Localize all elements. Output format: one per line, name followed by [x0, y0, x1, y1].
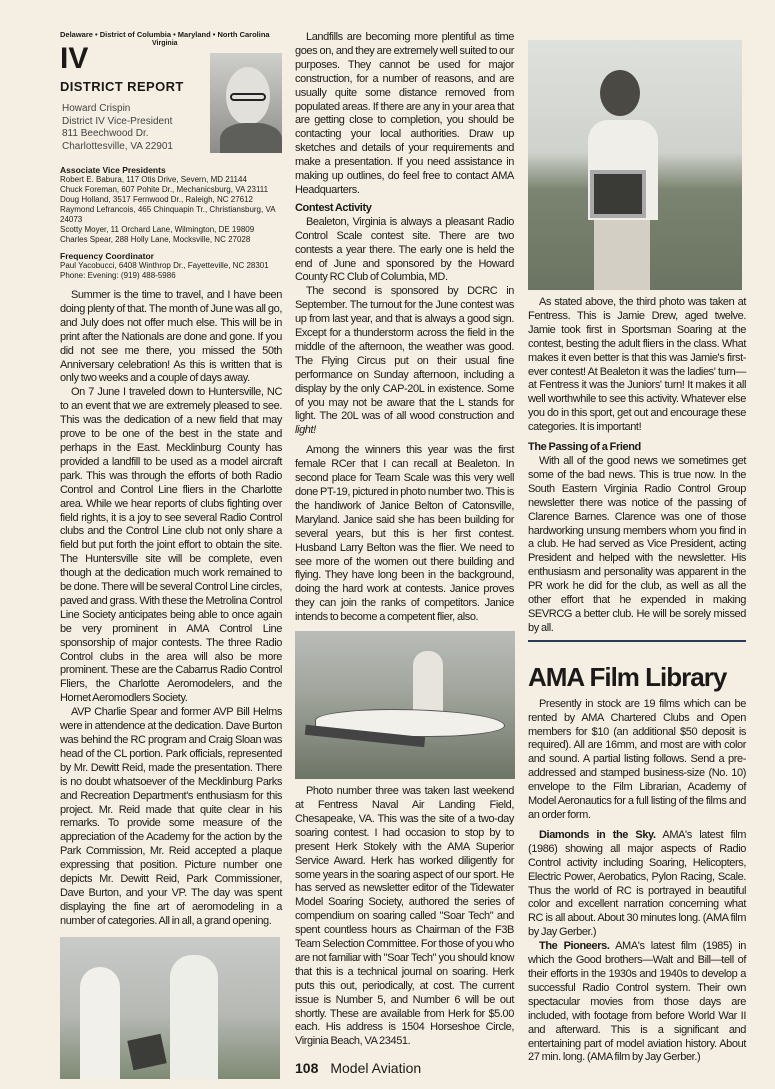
paragraph: AVP Charlie Spear and former AVP Bill Helms were in attendence at the dedication. Dave Burton was behind the RC program and Craig Sloan was head of the CL portion. Park officials, represented by Mr. Dewitt Reid, made the presentation. There is no doubt whatsoever of the Mecklinburg Parks and Recreation Department's enthusiasm for this project. Mr. Reid made that quite clear in his remarks. To provide some measure of the appreciation of the Academy for the action by the Park Commission, Mr. Reid accepted a plaque expressing that position. Picture number one depicts Mr. Dewitt Reid, Park Commissioner, Dave Burton, and your VP. The day was spent displaying the fine art of aeromodeling in a number of categories. All in all, a grand opening. [60, 706, 282, 927]
paragraph: Photo number three was taken last weekend at Fentress Naval Air Landing Field, Chesapeake, VA. This was the site of a two-day soaring contest. I had occasion to stop by to present Herk Stokely with the AMA Superior Service Award. Herk has worked diligently for some years in the soaring aspect of our sport. He has served as newsletter editor of the Tidewater Model Soaring Society, authored the series of compendium on soaring called "Soar Tech" and spent countless hours as Chairman of the F3B Team Selection Committee. For those of you who are not familiar with "Soar Tech" you should know that this is a technical journal on soaring. Herk puts this out, periodically, at cost. The current issue is Number 5, and Number 6 will be out shortly. These are available from Herk for $5.00 each. His address is 1504 Horseshoe Circle, Virginia Beach, VA 23451. [295, 785, 514, 1048]
section-title: DISTRICT REPORT [60, 79, 184, 94]
heading-contest-activity: Contest Activity [295, 201, 372, 214]
column-2-lower [295, 785, 514, 1049]
film-title: The Pioneers. [539, 940, 610, 953]
column-3 [528, 296, 746, 636]
paragraph: With all of the good news we sometimes get some of the bad news. This is true now. In the South Eastern Virginia Radio Control Group newsletter there was notice of the passing of Clarence Barnes. Clarence was one of those hardworking unsung members whom you find in a club. He had served as Vice President, acting President and helped with the newsletter. His enthusiasm and personality was apparent in the PR work he did for the club, as well as all the other effort that he expended in making SEVRCG a better club. He will be sorely missed by all. [528, 454, 746, 634]
paragraph: Presently in stock are 19 films which can be rented by AMA Chartered Clubs and Open members for $10 (an additional $50 deposit is required). All are 16mm, and most are with color and sound. A partial listing follows. Send a pre-addressed and stamped business-size (No. 10) envelope to the Film Librarian, Academy of Model Aeronautics for a full listing of the films and an order form. [528, 697, 746, 821]
vp-street: 811 Beechwood Dr. [62, 128, 149, 140]
film-title: Diamonds in the Sky. [539, 828, 656, 841]
italic-word: light! [295, 424, 316, 437]
associate-item: Scotty Moyer, 11 Orchard Lane, Wilmington, DE 19809 [60, 225, 255, 234]
vp-role: District IV Vice-President [62, 115, 173, 127]
paragraph-text: The second is sponsored by DCRC in September. The turnout for the June contest was up from last year, and that is always a good sign. Except for a thunderstorm across the field in the middle of the afternoon, the weather was good. The Flying Circus put on their usual fine performance on Sunday afternoon, including a display by the only CAP-20L in existence. Some of you may not be aware that the L stands for light. The 20L was of all wood construction and [295, 285, 514, 423]
paragraph: Landfills are becoming more plentiful as time goes on, and they are extremely well suited to our purposes. They cannot be used for major construction, for a number of reasons, and are usually quite some distance removed from populated areas. If there are any in your area that are getting close to completion, you should be contacting your local authorities. Draw up sketches and details of your requirements and make a presentation. If you need assistance in making up outlines, do feel free to contact AMA Headquarters. [295, 31, 514, 196]
column-1 [60, 289, 282, 929]
associate-item: Chuck Foreman, 607 Pohite Dr., Mechanicsburg, VA 23111 [60, 185, 269, 194]
section-divider [528, 640, 746, 642]
paragraph [295, 285, 514, 438]
paragraph: Bealeton, Virginia is always a pleasant Radio Control Scale contest site. There are two contests a year there. The early one is held the end of June and sponsored by the Howard County RC Club of Columbia, MD. [295, 215, 514, 284]
column-1-wrapper [60, 30, 282, 1079]
paragraph: Summer is the time to travel, and I have been doing plenty of that. The month of June was all go, and July does not offer much else. This will be in print after the Nationals are done and gone. If you did not see me there, you missed the 50th Anniversary celebration! As this is written that is only two weeks and a couple of days away. [60, 289, 282, 385]
film-library-title: AMA Film Library [528, 661, 727, 692]
film-description: AMA's latest film (1986) showing all major aspects of Radio Control activity including Soaring, Helicopters, Electric Power, Aerobatics, Pylon Racing, Scale. Thus the world of RC is portrayed in beautiful color and excellent narration concerning what RC is all about. About 30 minutes long. (AMA film by Jay Gerber.) [528, 828, 747, 939]
states-line-2: Virginia [152, 40, 178, 47]
frequency-heading: Frequency Coordinator [60, 251, 154, 261]
paragraph: Among the winners this year was the first female RCer that I can recall at Bealeton. In second place for Team Scale was this very well done PT-19, pictured in photo number two. This is the handiwork of Janice Belton of Catonsville, Maryland. Janice said she has been building for several years, but this is her first contest. Husband Larry Belton was the flier. We need to see more of the women out there building and flying. They have long been in the background, doing the hard work at contests. Janice proves they can join the ranks of competitors. Janice intends to become a competent flier, also. [295, 444, 514, 624]
photo-plaque-presentation [60, 937, 280, 1079]
column-2 [295, 31, 514, 625]
vp-portrait [210, 53, 282, 153]
associates-block [60, 159, 282, 281]
film-library-body [528, 698, 746, 1066]
column-2-wrapper [295, 31, 514, 1077]
photo-pt19-model [295, 631, 515, 779]
frequency-phone: Phone: Evening: (919) 488-5986 [60, 271, 176, 280]
film-entry [528, 940, 746, 1065]
paragraph: On 7 June I traveled down to Huntersville, NC to an event that we are extremely pleased to see. This was the dedication of a new field that may prove to be one of the best in the state and perhaps in the East. Mecklinburg County has provided a landfill to be used as a model aircraft park. This was through the efforts of both Radio Control and Control Line fliers in the Charlotte area. While we hear reports of clubs fighting over field rights, it is a joy to see several Radio Control clubs and the Control Line club not only share a field but put forth the joint effort to obtain the site. The Huntersville site will be complete, even though at the dedication much work remained to be done. There will be several Control Line circles, paved and grass. With these the Metrolina Control Line Society anticipates being able to once again be very prominent in AMA Control Line sponsorship of major contests. The three Radio Control clubs in the area will also be more prominent. These are the Cabarrus Radio Control Fliers, the Charlotte Aeromodelers, and the Hornet Aeromodlers Society. [60, 386, 282, 705]
district-number: IV [60, 42, 89, 75]
page-footer [295, 1059, 514, 1077]
page-number: 108 [295, 1060, 319, 1077]
column-3-wrapper [528, 40, 746, 1065]
magazine-name: Model Aviation [330, 1060, 422, 1077]
states-line: Delaware • District of Columbia • Maryland • North Carolina [60, 30, 270, 39]
film-description: AMA's latest film (1985) in which the Good brothers—Walt and Bill—tell of their efforts in the 1930s and 1940s to develop a successful Radio Control system. Their own spectacular movies from those days are included, with footage from before World War II and afterward. This is a significant and entertaining part of model aviation history. About 27 min. long. (AMA film by Jay Gerber.) [528, 940, 746, 1064]
vp-city: Charlottesville, VA 22901 [62, 140, 173, 152]
associate-item: Charles Spear, 288 Holly Lane, Mocksville, NC 27028 [60, 235, 251, 244]
associate-item: Raymond Lefrancois, 465 Chinquapin Tr., Christiansburg, VA 24073 [60, 205, 276, 224]
film-entry [528, 829, 746, 940]
heading-passing-of-a-friend: The Passing of a Friend [528, 441, 641, 454]
paragraph: As stated above, the third photo was taken at Fentress. This is Jamie Drew, aged twelve. Jamie took first in Sportsman Soaring at the contest, besting the adult fliers in the class. What makes it even better is that this was Jamie's first-ever contest! At Bealeton it was the ladies' turn—at Fentress it was the Juniors' turn! It makes it all well worthwhile to see this activity. Whatever else you do in this sport, get out and encourage these categories. It is important! [528, 296, 746, 434]
associate-item: Robert E. Babura, 117 Otis Drive, Severn, MD 21144 [60, 175, 247, 184]
frequency-line: Paul Yacobucci, 6408 Winthrop Dr., Fayetteville, NC 28301 [60, 261, 269, 270]
associates-heading: Associate Vice Presidents [60, 165, 166, 175]
associate-item: Doug Holland, 3517 Fernwood Dr., Raleigh, NC 27612 [60, 195, 254, 204]
photo-jamie-drew [528, 40, 742, 290]
vp-name: Howard Crispin [62, 103, 131, 114]
